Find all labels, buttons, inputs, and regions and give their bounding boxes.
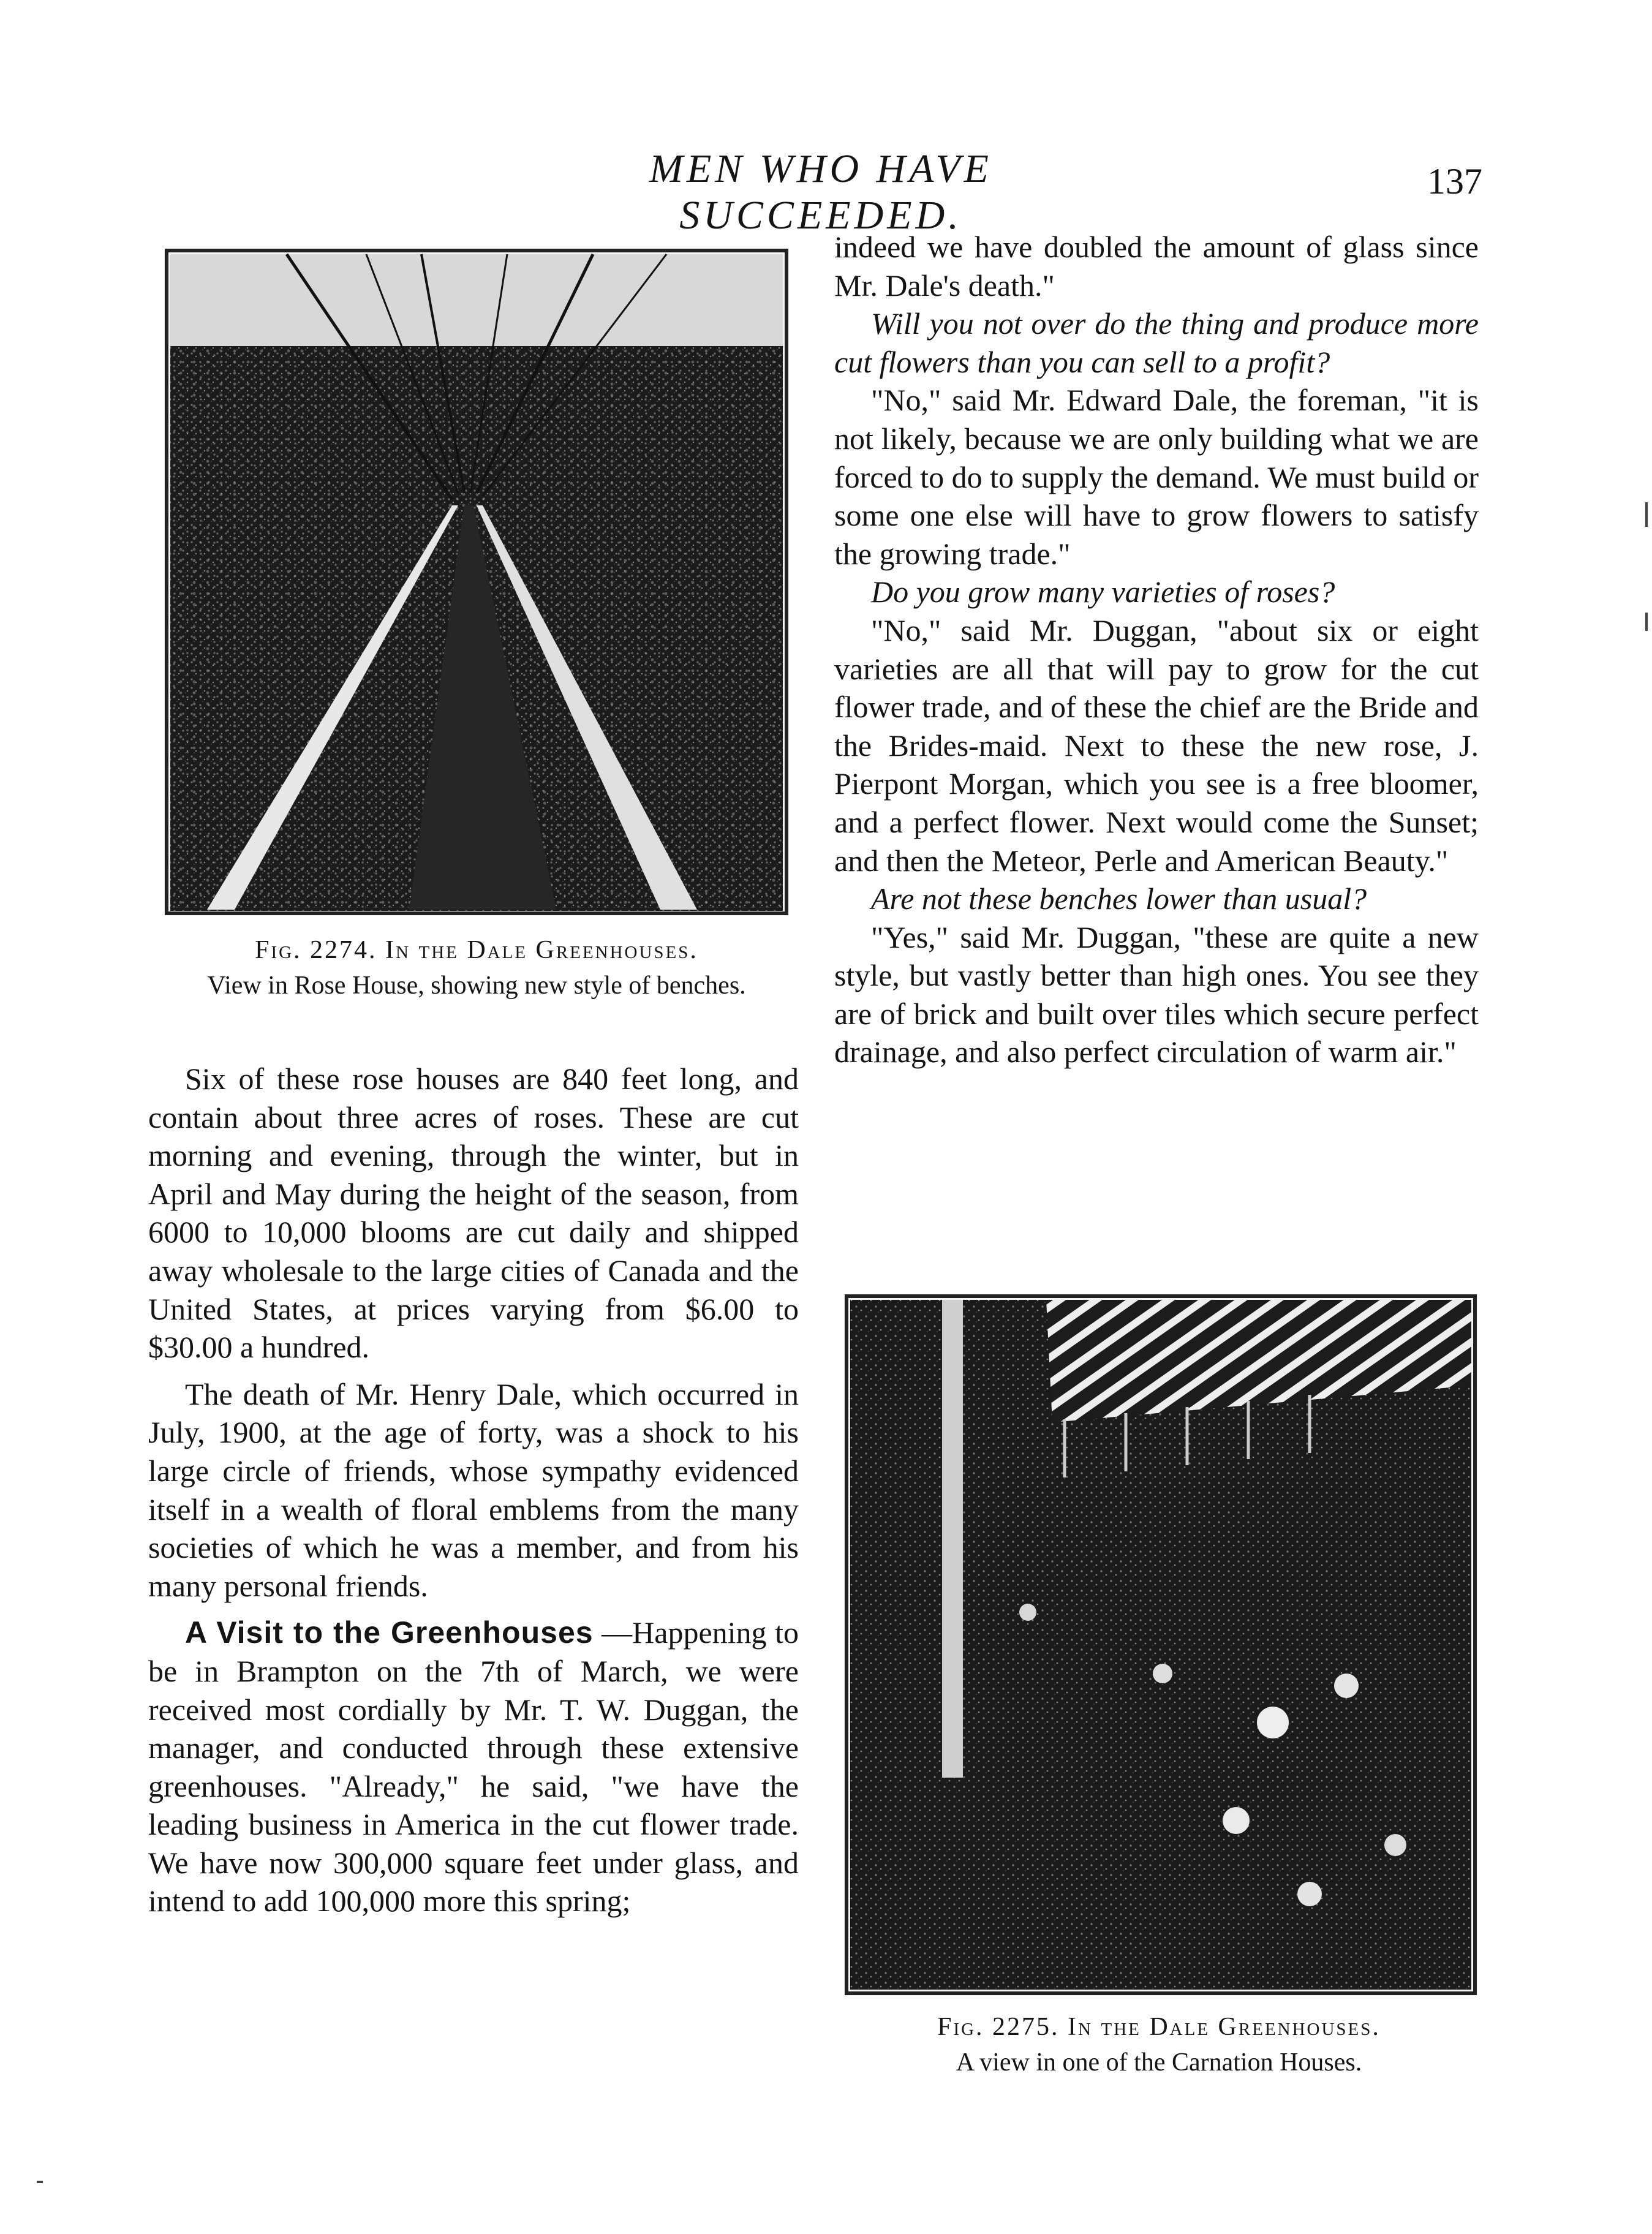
right-paragraph-1: indeed we have doubled the amount of glass since Mr. Dale's death." (834, 230, 1479, 303)
scan-edge-mark (37, 2181, 43, 2183)
figure-1-caption-text: View in Rose House, showing new style of benches. (207, 972, 746, 1000)
figure-rose-house-photo (164, 248, 789, 916)
left-paragraph-3 (148, 1613, 799, 1920)
left-paragraph-2: The death of Mr. Henry Dale, which occurred in July, 1900, at the age of forty, was a shock to his large circle of friends, whose sympathy evidenced itself in a wealth of floral emblems from the many societies of which he was a member, and from his many personal friends. (148, 1376, 799, 1603)
figure-1-caption (152, 932, 801, 1003)
section-heading-visit: A Visit to the Greenhouses (185, 1615, 594, 1650)
figure-carnation-house-photo (844, 1294, 1477, 1996)
scan-edge-mark (1645, 613, 1648, 631)
left-column (148, 1060, 799, 1920)
figure-1-caption-title: Fig. 2274. In the Dale Greenhouses. (255, 936, 698, 964)
figure-2-caption (834, 2009, 1484, 2080)
question-1: Will you not over do the thing and produce more cut flowers than you can sell to a profit? (834, 306, 1479, 379)
question-2: Do you grow many varieties of roses? (871, 575, 1335, 609)
right-column (834, 228, 1479, 1071)
right-paragraph-2: "No," said Mr. Edward Dale, the foreman, "it is not likely, because we are only building what we are forced to do to supply the demand. We must build or some one else will have to grow flowers to satisfy the growing trade." (834, 383, 1479, 571)
right-paragraph-3: "No," said Mr. Duggan, "about six or eight varieties are all that will pay to grow for the cut flower trade, and of these the chief are the Bride and the Brides-maid. Next to these the new rose, J. Pierpont Morgan, which you see is a free bloomer, and a perfect flower. Next would come the Sunset; and then the Meteor, Perle and American Beauty." (834, 613, 1479, 878)
page-number: 137 (1427, 161, 1482, 202)
running-head: MEN WHO HAVE SUCCEEDED. (649, 146, 992, 238)
figure-2-caption-text: A view in one of the Carnation Houses. (956, 2048, 1362, 2077)
scan-edge-mark (1645, 502, 1648, 527)
left-paragraph-1: Six of these rose houses are 840 feet long, and contain about three acres of roses. These are cut morning and evening, through the winter, but in April and May during the height of the season, from 6000 to 10,000 blooms are cut daily and shipped away wholesale to the large cities of Canada and the United States, at prices varying from $6.00 to $30.00 a hundred. (148, 1062, 799, 1365)
figure-2-caption-title: Fig. 2275. In the Dale Greenhouses. (937, 2013, 1381, 2041)
left-paragraph-3-text: —Happening to be in Brampton on the 7th of March, we were received most cordially by Mr. T. W. Duggan, the manager, and conducted through these extensive greenhouses. "Already," he said, "we have the leading business in America in the cut flower trade. We have now 300,000 square feet under glass, and intend to add 100,000 more this spring; (148, 1615, 799, 1919)
question-3: Are not these benches lower than usual? (871, 881, 1367, 916)
right-paragraph-4: "Yes," said Mr. Duggan, "these are quite a new style, but vastly better than high ones. You see they are of brick and built over tiles which secure perfect drainage, and also perfect circulation of warm air." (834, 919, 1479, 1070)
